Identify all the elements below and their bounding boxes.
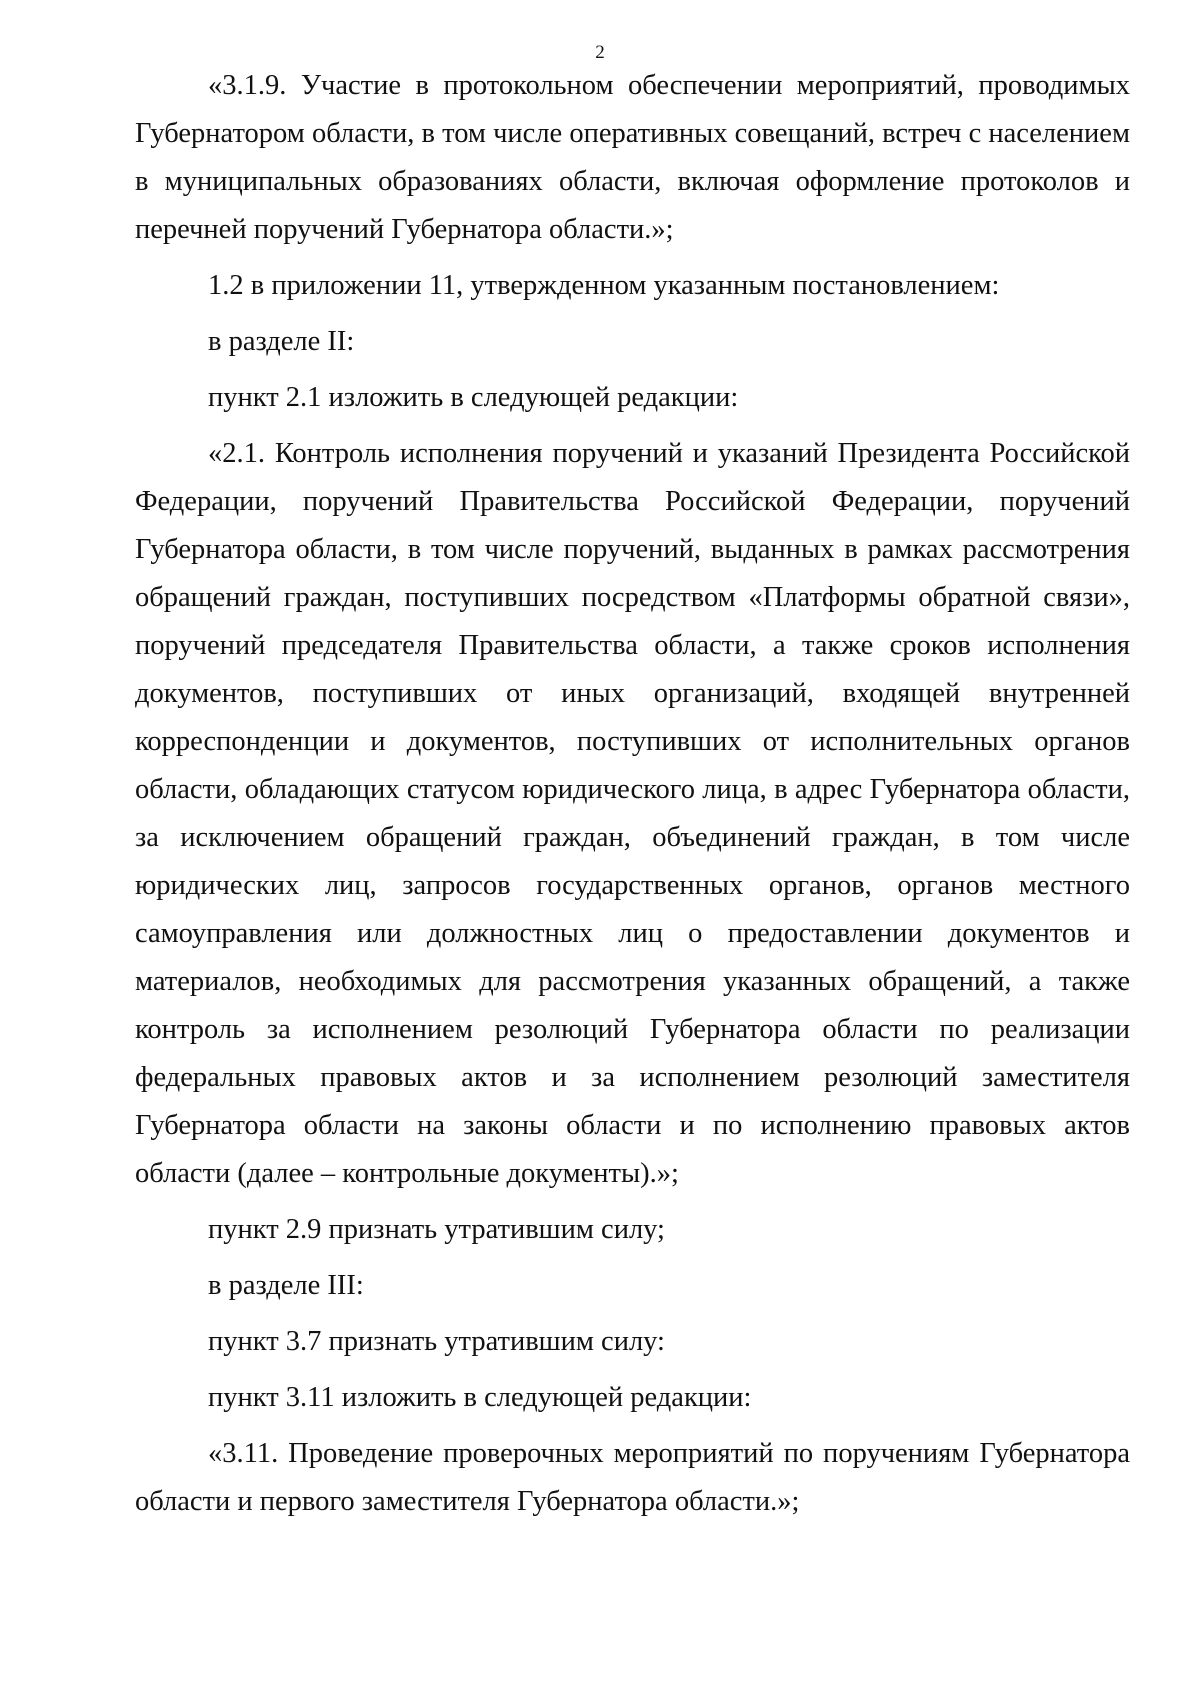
paragraph-item-2-9: пункт 2.9 признать утратившим силу; — [208, 1214, 665, 1245]
paragraph-item-3-11-intro: пункт 3.11 изложить в следующей редакции: — [208, 1382, 752, 1413]
paragraph-item-3-7: пункт 3.7 признать утратившим силу: — [208, 1326, 665, 1357]
paragraph-section-ii: в разделе II: — [208, 326, 355, 357]
page-number: 2 — [595, 42, 605, 63]
paragraph-3-11-text: «3.11. Проведение проверочных мероприятий по поручениям Губернатора области и первого заместителя Губернатора области.»; — [135, 1438, 1130, 1517]
paragraph-3-1-9: «3.1.9. Участие в протокольном обеспечении мероприятий, проводимых Губернатором области, в том числе оперативных совещаний, встреч с населением в муниципальных образованиях области, включая оформление протоколов и перечней поручений Губернатора области.»; — [135, 70, 1130, 245]
paragraph-section-iii: в разделе III: — [208, 1270, 364, 1301]
document-body — [135, 62, 1130, 1534]
paragraph-appendix-11: 1.2 в приложении 11, утвержденном указанным постановлением: — [208, 270, 1000, 301]
paragraph-item-2-1-intro: пункт 2.1 изложить в следующей редакции: — [208, 382, 739, 413]
paragraph-2-1-text: «2.1. Контроль исполнения поручений и указаний Президента Российской Федерации, поручений Правительства Российской Федерации, поручений Губернатора области, в том числе поручений, выданных в рамках рассмотрения обращений граждан, поступивших посредством «Платформы обратной связи», поручений председателя Правительства области, а также сроков исполнения документов, поступивших от иных организаций, входящей внутренней корреспонденции и документов, поступивших от исполнительных органов области, обладающих статусом юридического лица, в адрес Губернатора области, за исключением обращений граждан, объединений граждан, в том числе юридических лиц, запросов государственных органов, органов местного самоуправления или должностных лиц о предоставлении документов и материалов, необходимых для рассмотрения указанных обращений, а также контроль за исполнением резолюций Губернатора области по реализации федеральных правовых актов и за исполнением резолюций заместителя Губернатора области на законы области и по исполнению правовых актов области (далее – контрольные документы).»; — [135, 438, 1130, 1189]
